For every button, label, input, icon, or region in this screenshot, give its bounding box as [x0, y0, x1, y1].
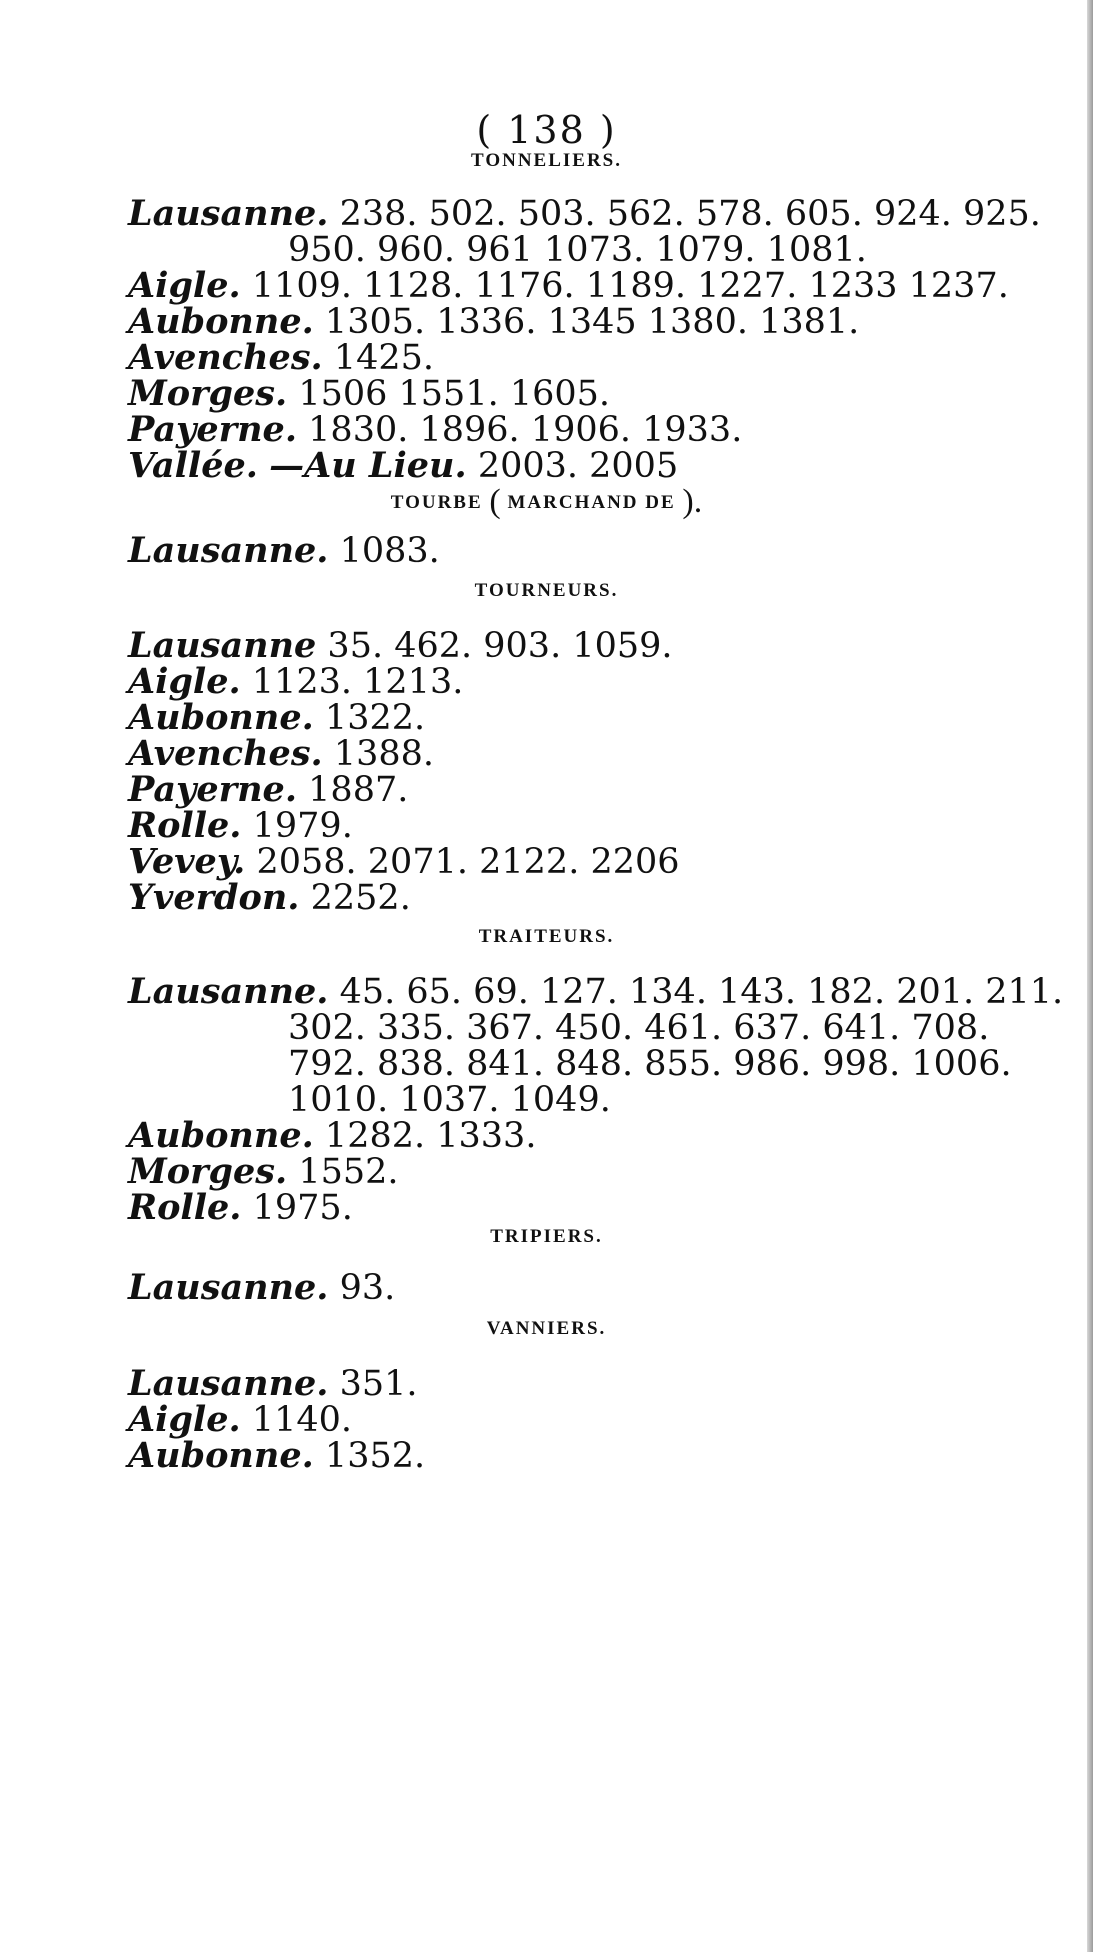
place-name: Yverdon. — [128, 877, 300, 918]
entry-numbers: 1282. 1333. — [324, 1116, 537, 1156]
heading-tourbe-main: TOURBE — [390, 492, 483, 513]
entry-numbers: 2003. 2005 — [477, 446, 679, 486]
place-name: Aubonne. — [128, 697, 314, 738]
heading-open-paren: ( — [489, 483, 501, 520]
entry-numbers: 1506 1551. 1605. — [298, 374, 611, 414]
sub-location: —Au Lieu. — [269, 445, 467, 486]
entry-numbers: 45. 65. 69. 127. 134. 143. 182. 201. 211. — [339, 972, 1064, 1012]
place-name: Payerne. — [128, 769, 298, 810]
entry-numbers: 1083. — [339, 531, 440, 571]
place-name: Lausanne. — [128, 1363, 329, 1404]
place-name: Aigle. — [128, 661, 241, 702]
place-name: Avenches. — [128, 337, 323, 378]
entry-numbers: 1552. — [298, 1152, 399, 1192]
page-edge — [1087, 0, 1093, 1952]
heading-close-paren: ). — [682, 483, 703, 520]
place-name: Aigle. — [128, 265, 241, 306]
place-name: Lausanne. — [128, 1267, 329, 1308]
heading-tonneliers: TONNELIERS. — [470, 150, 622, 171]
place-name: Aigle. — [128, 1399, 241, 1440]
place-name: Aubonne. — [128, 1115, 314, 1156]
entry-numbers: 351. — [339, 1364, 418, 1404]
place-name: Lausanne — [128, 625, 317, 666]
entry-numbers: 1388. — [333, 734, 435, 774]
place-name: Morges. — [128, 373, 288, 414]
entry-numbers: 1140. — [251, 1400, 353, 1440]
heading-tripiers: TRIPIERS. — [490, 1226, 603, 1247]
entry-numbers: 35. 462. 903. 1059. — [327, 626, 673, 666]
list-item — [128, 1266, 395, 1310]
entry-numbers: 1109. 1128. 1176. 1189. 1227. 1233 1237. — [251, 266, 1009, 306]
place-name: Payerne. — [128, 409, 298, 450]
entry-numbers: 1305. 1336. 1345 1380. 1381. — [324, 302, 860, 342]
entry-numbers: 1010. 1037. 1049. — [288, 1080, 611, 1120]
entry-numbers: 1322. — [324, 698, 426, 738]
entry-numbers: 1975. — [252, 1188, 353, 1228]
page-number: ( 138 ) — [476, 108, 617, 152]
list-item — [128, 1186, 353, 1230]
entry-numbers: 93. — [339, 1268, 396, 1308]
place-name: Avenches. — [128, 733, 323, 774]
list-item — [128, 444, 678, 488]
list-item — [128, 876, 411, 920]
entry-numbers: 2252. — [310, 878, 411, 918]
heading-vanniers: VANNIERS. — [486, 1318, 607, 1339]
entry-numbers: 1830. 1896. 1906. 1933. — [308, 410, 743, 450]
entry-numbers: 302. 335. 367. 450. 461. 637. 641. 708. — [288, 1008, 990, 1048]
list-item — [128, 529, 440, 573]
place-name: Lausanne. — [128, 971, 329, 1012]
heading-traiteurs: TRAITEURS. — [478, 926, 615, 947]
entry-numbers: 1887. — [308, 770, 409, 810]
heading-tourneurs: TOURNEURS. — [474, 580, 619, 601]
place-name: Vallée. — [128, 445, 258, 486]
place-name: Vevey. — [128, 841, 246, 882]
place-name: Lausanne. — [128, 530, 329, 571]
heading-tourbe — [0, 483, 1093, 521]
entry-numbers: 1979. — [252, 806, 353, 846]
place-name: Rolle. — [128, 1187, 242, 1228]
list-item — [128, 1434, 425, 1478]
place-name: Aubonne. — [128, 1435, 314, 1476]
place-name: Morges. — [128, 1151, 288, 1192]
entry-numbers: 1123. 1213. — [251, 662, 464, 702]
entry-numbers: 1352. — [324, 1436, 426, 1476]
place-name: Rolle. — [128, 805, 242, 846]
entry-numbers: 792. 838. 841. 848. 855. 986. 998. 1006. — [288, 1044, 1012, 1084]
entry-numbers: 1425. — [333, 338, 435, 378]
heading-tourbe-inner: MARCHAND DE — [507, 492, 676, 513]
entry-numbers: 2058. 2071. 2122. 2206 — [256, 842, 680, 882]
place-name: Aubonne. — [128, 301, 314, 342]
entry-numbers: 238. 502. 503. 562. 578. 605. 924. 925. — [339, 194, 1041, 234]
entry-numbers: 950. 960. 961 1073. 1079. 1081. — [288, 230, 867, 270]
place-name: Lausanne. — [128, 193, 329, 234]
